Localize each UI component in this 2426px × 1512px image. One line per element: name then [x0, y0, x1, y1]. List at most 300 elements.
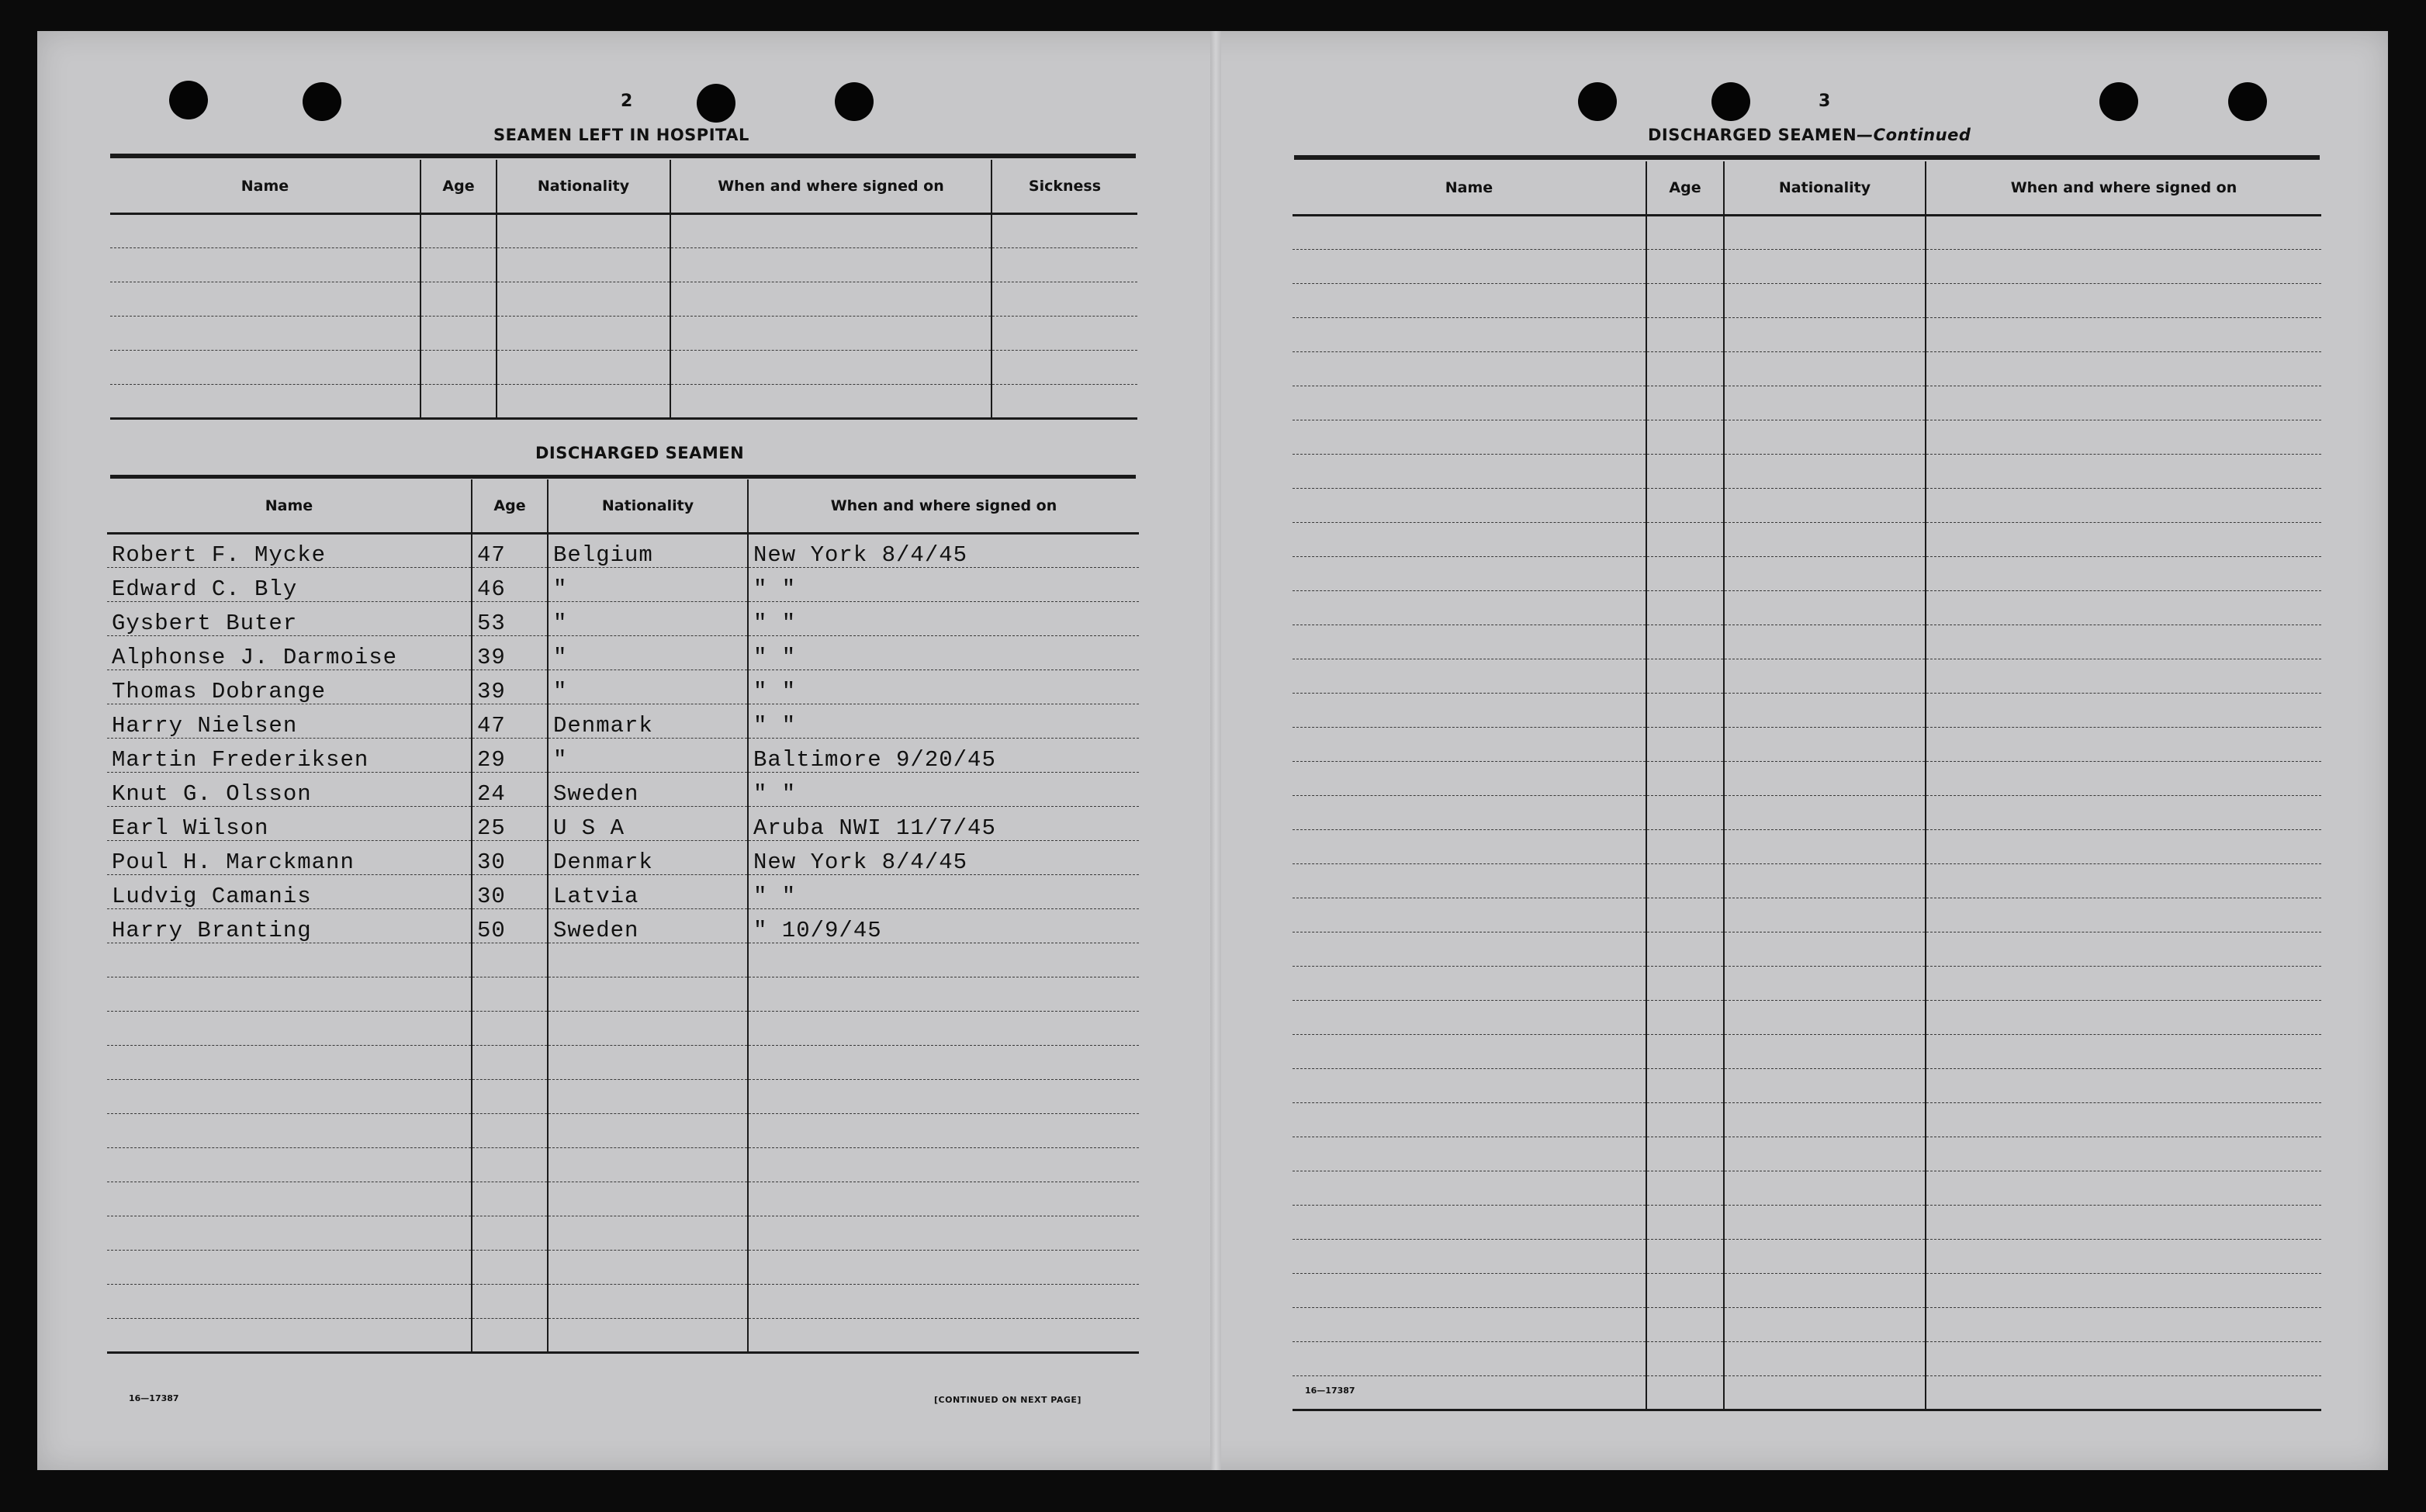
table-row — [1293, 796, 2321, 830]
table-cell — [992, 351, 1137, 385]
table-cell — [548, 1114, 748, 1148]
table-cell: 39 — [472, 670, 548, 704]
table-cell — [1724, 1240, 1926, 1274]
table-row — [1293, 489, 2321, 523]
table-cell — [1293, 1240, 1646, 1274]
table-cell — [1646, 1035, 1724, 1069]
table-cell: Denmark — [548, 704, 748, 739]
table-cell — [1724, 455, 1926, 489]
hospital-section-title: SEAMEN LEFT IN HOSPITAL — [493, 126, 749, 144]
table-cell — [1293, 420, 1646, 455]
table-cell — [1724, 284, 1926, 318]
table-cell — [1926, 489, 2321, 523]
punch-hole — [2228, 82, 2267, 121]
column-header: When and where signed on — [1926, 161, 2321, 216]
table-cell — [548, 1285, 748, 1319]
table-row — [107, 534, 1139, 568]
table-cell — [1926, 250, 2321, 284]
table-cell — [1646, 591, 1724, 625]
table-row — [107, 636, 1139, 670]
table-cell — [548, 1182, 748, 1216]
table-cell — [670, 317, 992, 351]
table-row — [1293, 1342, 2321, 1376]
table-cell — [1293, 1274, 1646, 1308]
column-header: Name — [1293, 161, 1646, 216]
table-cell — [472, 1285, 548, 1319]
table-row — [1293, 1103, 2321, 1137]
table-cell: U S A — [548, 807, 748, 841]
table-cell — [548, 1148, 748, 1182]
table-cell — [748, 1012, 1139, 1046]
column-header: Sickness — [992, 160, 1137, 214]
table-cell — [1646, 796, 1724, 830]
table-row — [1293, 1001, 2321, 1035]
table-cell — [1293, 1069, 1646, 1103]
table-cell — [548, 1319, 748, 1353]
column-header: Age — [472, 479, 548, 534]
table-cell: " — [548, 568, 748, 602]
table-cell — [1926, 386, 2321, 420]
table-cell — [107, 1012, 472, 1046]
table-cell — [1293, 591, 1646, 625]
page-number: 3 — [1819, 92, 1831, 111]
table-cell — [1646, 557, 1724, 591]
table-cell — [1724, 1206, 1926, 1240]
table-cell — [1724, 1137, 1926, 1171]
table-cell — [1724, 1069, 1926, 1103]
table-cell — [1646, 932, 1724, 967]
table-cell — [1926, 352, 2321, 386]
table-cell — [548, 943, 748, 977]
table-cell — [1724, 1274, 1926, 1308]
table-row — [1293, 523, 2321, 557]
table-cell — [1926, 1376, 2321, 1410]
table-cell — [110, 248, 420, 282]
table-cell — [472, 977, 548, 1012]
table-row — [107, 977, 1139, 1012]
table-cell — [1646, 659, 1724, 694]
table-cell — [992, 248, 1137, 282]
table-cell — [472, 1114, 548, 1148]
table-cell — [497, 214, 670, 248]
table-cell — [1293, 796, 1646, 830]
table-cell — [497, 351, 670, 385]
table-row — [110, 282, 1137, 317]
column-header: Age — [420, 160, 497, 214]
table-cell: Sweden — [548, 909, 748, 943]
table-cell — [1646, 967, 1724, 1001]
table-cell — [110, 214, 420, 248]
table-cell — [1646, 1206, 1724, 1240]
table-row — [110, 351, 1137, 385]
table-row — [1293, 1274, 2321, 1308]
table-row — [107, 1148, 1139, 1182]
table-cell — [1724, 1342, 1926, 1376]
table-cell — [472, 943, 548, 977]
table-cell — [748, 1182, 1139, 1216]
table-cell: Thomas Dobrange — [107, 670, 472, 704]
table-row — [1293, 386, 2321, 420]
table-cell — [107, 1319, 472, 1353]
table-cell: " — [548, 636, 748, 670]
table-cell: " " — [748, 568, 1139, 602]
table-cell — [1646, 455, 1724, 489]
table-row — [107, 704, 1139, 739]
table-cell — [1926, 1069, 2321, 1103]
table-cell — [1293, 1035, 1646, 1069]
table-row — [107, 670, 1139, 704]
table-cell — [1646, 523, 1724, 557]
table-cell — [1926, 318, 2321, 352]
table-cell — [992, 214, 1137, 248]
table-cell — [420, 385, 497, 419]
table-cell — [1926, 1103, 2321, 1137]
table-row — [1293, 1206, 2321, 1240]
table-cell — [1724, 489, 1926, 523]
table-cell — [472, 1182, 548, 1216]
continued-table — [1293, 161, 2321, 1411]
table-cell — [748, 977, 1139, 1012]
table-cell — [1646, 762, 1724, 796]
table-cell — [748, 1046, 1139, 1080]
table-cell — [670, 385, 992, 419]
column-header: When and where signed on — [748, 479, 1139, 534]
table-row — [1293, 932, 2321, 967]
table-row — [107, 943, 1139, 977]
table-cell — [1926, 284, 2321, 318]
table-cell — [1926, 1240, 2321, 1274]
table-row — [1293, 830, 2321, 864]
table-cell — [1926, 591, 2321, 625]
table-cell — [548, 1012, 748, 1046]
table-cell — [1724, 728, 1926, 762]
table-cell: 47 — [472, 704, 548, 739]
table-row — [1293, 250, 2321, 284]
table-cell — [472, 1012, 548, 1046]
punch-hole — [2099, 82, 2138, 121]
table-cell — [1724, 898, 1926, 932]
table-cell — [1293, 352, 1646, 386]
table-row — [1293, 728, 2321, 762]
table-cell — [1724, 1171, 1926, 1206]
table-cell: Ludvig Camanis — [107, 875, 472, 909]
table-cell: 24 — [472, 773, 548, 807]
table-cell — [1293, 864, 1646, 898]
table-row — [110, 317, 1137, 351]
table-row — [107, 807, 1139, 841]
page-fold — [1210, 31, 1221, 1470]
table-row — [110, 248, 1137, 282]
table-cell — [1724, 523, 1926, 557]
table-cell — [1646, 1308, 1724, 1342]
table-cell — [1724, 352, 1926, 386]
table-cell — [420, 317, 497, 351]
table-row — [107, 875, 1139, 909]
table-cell — [1926, 216, 2321, 250]
table-cell — [992, 385, 1137, 419]
table-cell — [1293, 250, 1646, 284]
table-cell — [1293, 489, 1646, 523]
table-cell: New York 8/4/45 — [748, 534, 1139, 568]
table-cell — [1293, 1171, 1646, 1206]
table-cell — [1926, 1035, 2321, 1069]
table-cell: 29 — [472, 739, 548, 773]
table-cell — [1724, 1001, 1926, 1035]
table-cell — [497, 385, 670, 419]
punch-hole — [169, 81, 208, 119]
table-cell — [748, 1251, 1139, 1285]
table-row — [107, 1216, 1139, 1251]
table-row — [107, 1046, 1139, 1080]
table-row — [1293, 967, 2321, 1001]
table-cell: 30 — [472, 841, 548, 875]
table-cell — [1724, 420, 1926, 455]
table-row — [1293, 1240, 2321, 1274]
title-suffix: —Continued — [1857, 126, 1971, 144]
table-row — [1293, 898, 2321, 932]
table-cell — [1293, 1206, 1646, 1240]
table-cell — [1724, 250, 1926, 284]
punch-hole — [1711, 82, 1750, 121]
table-cell — [1646, 489, 1724, 523]
table-cell: Edward C. Bly — [107, 568, 472, 602]
table-cell — [1646, 386, 1724, 420]
table-cell: Baltimore 9/20/45 — [748, 739, 1139, 773]
table-cell — [1926, 625, 2321, 659]
table-cell — [1724, 932, 1926, 967]
table-cell: " 10/9/45 — [748, 909, 1139, 943]
table-cell — [107, 1216, 472, 1251]
table-row — [1293, 284, 2321, 318]
table-cell — [1646, 1274, 1724, 1308]
table-cell — [472, 1080, 548, 1114]
table-cell: Alphonse J. Darmoise — [107, 636, 472, 670]
table-cell — [548, 1251, 748, 1285]
table-row — [1293, 1308, 2321, 1342]
table-cell: " — [548, 670, 748, 704]
table-cell — [1926, 796, 2321, 830]
table-cell — [1646, 1171, 1724, 1206]
table-cell — [1293, 1308, 1646, 1342]
table-cell — [1646, 728, 1724, 762]
table-cell — [748, 1114, 1139, 1148]
table-cell: Latvia — [548, 875, 748, 909]
table-cell — [1926, 762, 2321, 796]
table-cell — [1926, 1001, 2321, 1035]
table-cell — [548, 1216, 748, 1251]
table-cell — [1646, 1240, 1724, 1274]
table-cell — [748, 1216, 1139, 1251]
table-cell — [107, 1080, 472, 1114]
table-cell — [1724, 557, 1926, 591]
table-cell — [107, 1251, 472, 1285]
table-cell — [1724, 591, 1926, 625]
table-cell — [1646, 1001, 1724, 1035]
table-row — [1293, 864, 2321, 898]
table-cell — [1646, 864, 1724, 898]
table-row — [107, 568, 1139, 602]
table-cell: Harry Nielsen — [107, 704, 472, 739]
table-cell — [548, 1080, 748, 1114]
punch-hole — [697, 84, 735, 123]
table-cell — [1646, 694, 1724, 728]
table-row — [1293, 420, 2321, 455]
table-cell — [1926, 967, 2321, 1001]
table-cell — [1724, 967, 1926, 1001]
table-cell — [110, 282, 420, 317]
table-cell — [1724, 864, 1926, 898]
table-cell — [1926, 1137, 2321, 1171]
table-cell — [1646, 625, 1724, 659]
table-cell — [670, 214, 992, 248]
punch-hole — [303, 82, 341, 121]
table-cell — [1724, 796, 1926, 830]
table-cell: New York 8/4/45 — [748, 841, 1139, 875]
table-row — [107, 1285, 1139, 1319]
hospital-top-rule — [110, 154, 1136, 158]
table-cell — [1293, 284, 1646, 318]
table-cell — [107, 943, 472, 977]
table-cell — [1926, 523, 2321, 557]
punch-hole — [1578, 82, 1617, 121]
table-row — [1293, 216, 2321, 250]
table-row — [1293, 762, 2321, 796]
table-cell: " — [548, 602, 748, 636]
table-row — [107, 1319, 1139, 1353]
continued-note: [CONTINUED ON NEXT PAGE] — [934, 1395, 1081, 1405]
table-cell — [472, 1046, 548, 1080]
table-cell — [1293, 659, 1646, 694]
table-cell — [1293, 1103, 1646, 1137]
table-cell — [420, 282, 497, 317]
table-cell — [1724, 830, 1926, 864]
table-cell — [748, 1080, 1139, 1114]
table-row — [107, 773, 1139, 807]
table-cell — [420, 248, 497, 282]
column-header: Nationality — [1724, 161, 1926, 216]
table-cell: 50 — [472, 909, 548, 943]
column-header: Age — [1646, 161, 1724, 216]
table-row — [110, 385, 1137, 419]
table-row — [1293, 1376, 2321, 1410]
table-cell — [1293, 967, 1646, 1001]
table-cell — [472, 1148, 548, 1182]
table-cell — [548, 977, 748, 1012]
table-cell — [1293, 1137, 1646, 1171]
table-cell — [1724, 1103, 1926, 1137]
table-cell — [1293, 386, 1646, 420]
table-cell: 46 — [472, 568, 548, 602]
discharged-section-title: DISCHARGED SEAMEN — [535, 444, 745, 462]
table-cell — [670, 248, 992, 282]
table-cell — [748, 1285, 1139, 1319]
table-row — [107, 1182, 1139, 1216]
continued-top-rule — [1294, 155, 2320, 160]
table-row — [107, 909, 1139, 943]
table-cell — [1926, 898, 2321, 932]
table-cell — [1293, 1342, 1646, 1376]
table-cell — [497, 248, 670, 282]
table-cell — [1926, 1206, 2321, 1240]
table-cell — [1293, 932, 1646, 967]
table-cell — [1724, 1035, 1926, 1069]
table-cell — [992, 282, 1137, 317]
table-cell — [110, 317, 420, 351]
table-row — [107, 1114, 1139, 1148]
table-cell — [1293, 1001, 1646, 1035]
table-cell — [1293, 216, 1646, 250]
table-cell — [420, 351, 497, 385]
table-cell — [420, 214, 497, 248]
table-cell — [1646, 1103, 1724, 1137]
table-cell — [110, 351, 420, 385]
table-row — [107, 1012, 1139, 1046]
table-cell: " " — [748, 875, 1139, 909]
table-cell — [548, 1046, 748, 1080]
table-cell — [1646, 420, 1724, 455]
table-row — [1293, 659, 2321, 694]
table-cell — [1926, 420, 2321, 455]
column-header: When and where signed on — [670, 160, 992, 214]
table-cell: 25 — [472, 807, 548, 841]
table-row — [1293, 1035, 2321, 1069]
table-cell — [1646, 1137, 1724, 1171]
table-cell — [472, 1319, 548, 1353]
table-row — [1293, 318, 2321, 352]
table-cell: " " — [748, 602, 1139, 636]
table-cell — [1646, 284, 1724, 318]
table-cell: " " — [748, 773, 1139, 807]
table-row — [110, 214, 1137, 248]
table-cell: 47 — [472, 534, 548, 568]
table-cell — [1646, 250, 1724, 284]
table-cell: 30 — [472, 875, 548, 909]
table-cell: Knut G. Olsson — [107, 773, 472, 807]
table-cell — [1724, 318, 1926, 352]
discharged-top-rule — [110, 475, 1136, 479]
table-cell — [1293, 694, 1646, 728]
table-cell — [1926, 1342, 2321, 1376]
hospital-table — [110, 160, 1137, 420]
table-row — [1293, 352, 2321, 386]
table-cell — [1724, 625, 1926, 659]
table-cell — [107, 1046, 472, 1080]
table-row — [1293, 1171, 2321, 1206]
table-row — [1293, 1069, 2321, 1103]
continued-section-title — [1648, 126, 1971, 144]
table-cell — [1724, 386, 1926, 420]
table-cell: 39 — [472, 636, 548, 670]
table-cell: Belgium — [548, 534, 748, 568]
table-row — [1293, 455, 2321, 489]
table-cell — [1293, 762, 1646, 796]
table-cell: " " — [748, 636, 1139, 670]
table-cell — [1646, 830, 1724, 864]
table-row — [107, 1080, 1139, 1114]
table-cell — [110, 385, 420, 419]
table-cell — [1926, 830, 2321, 864]
table-cell: Poul H. Marckmann — [107, 841, 472, 875]
table-row — [1293, 591, 2321, 625]
table-cell — [1926, 1171, 2321, 1206]
form-code: 16—17387 — [1305, 1386, 1355, 1396]
table-cell — [1926, 864, 2321, 898]
punch-hole — [835, 82, 874, 121]
table-row — [107, 602, 1139, 636]
table-cell — [1293, 455, 1646, 489]
table-cell — [1926, 932, 2321, 967]
column-header: Name — [110, 160, 420, 214]
